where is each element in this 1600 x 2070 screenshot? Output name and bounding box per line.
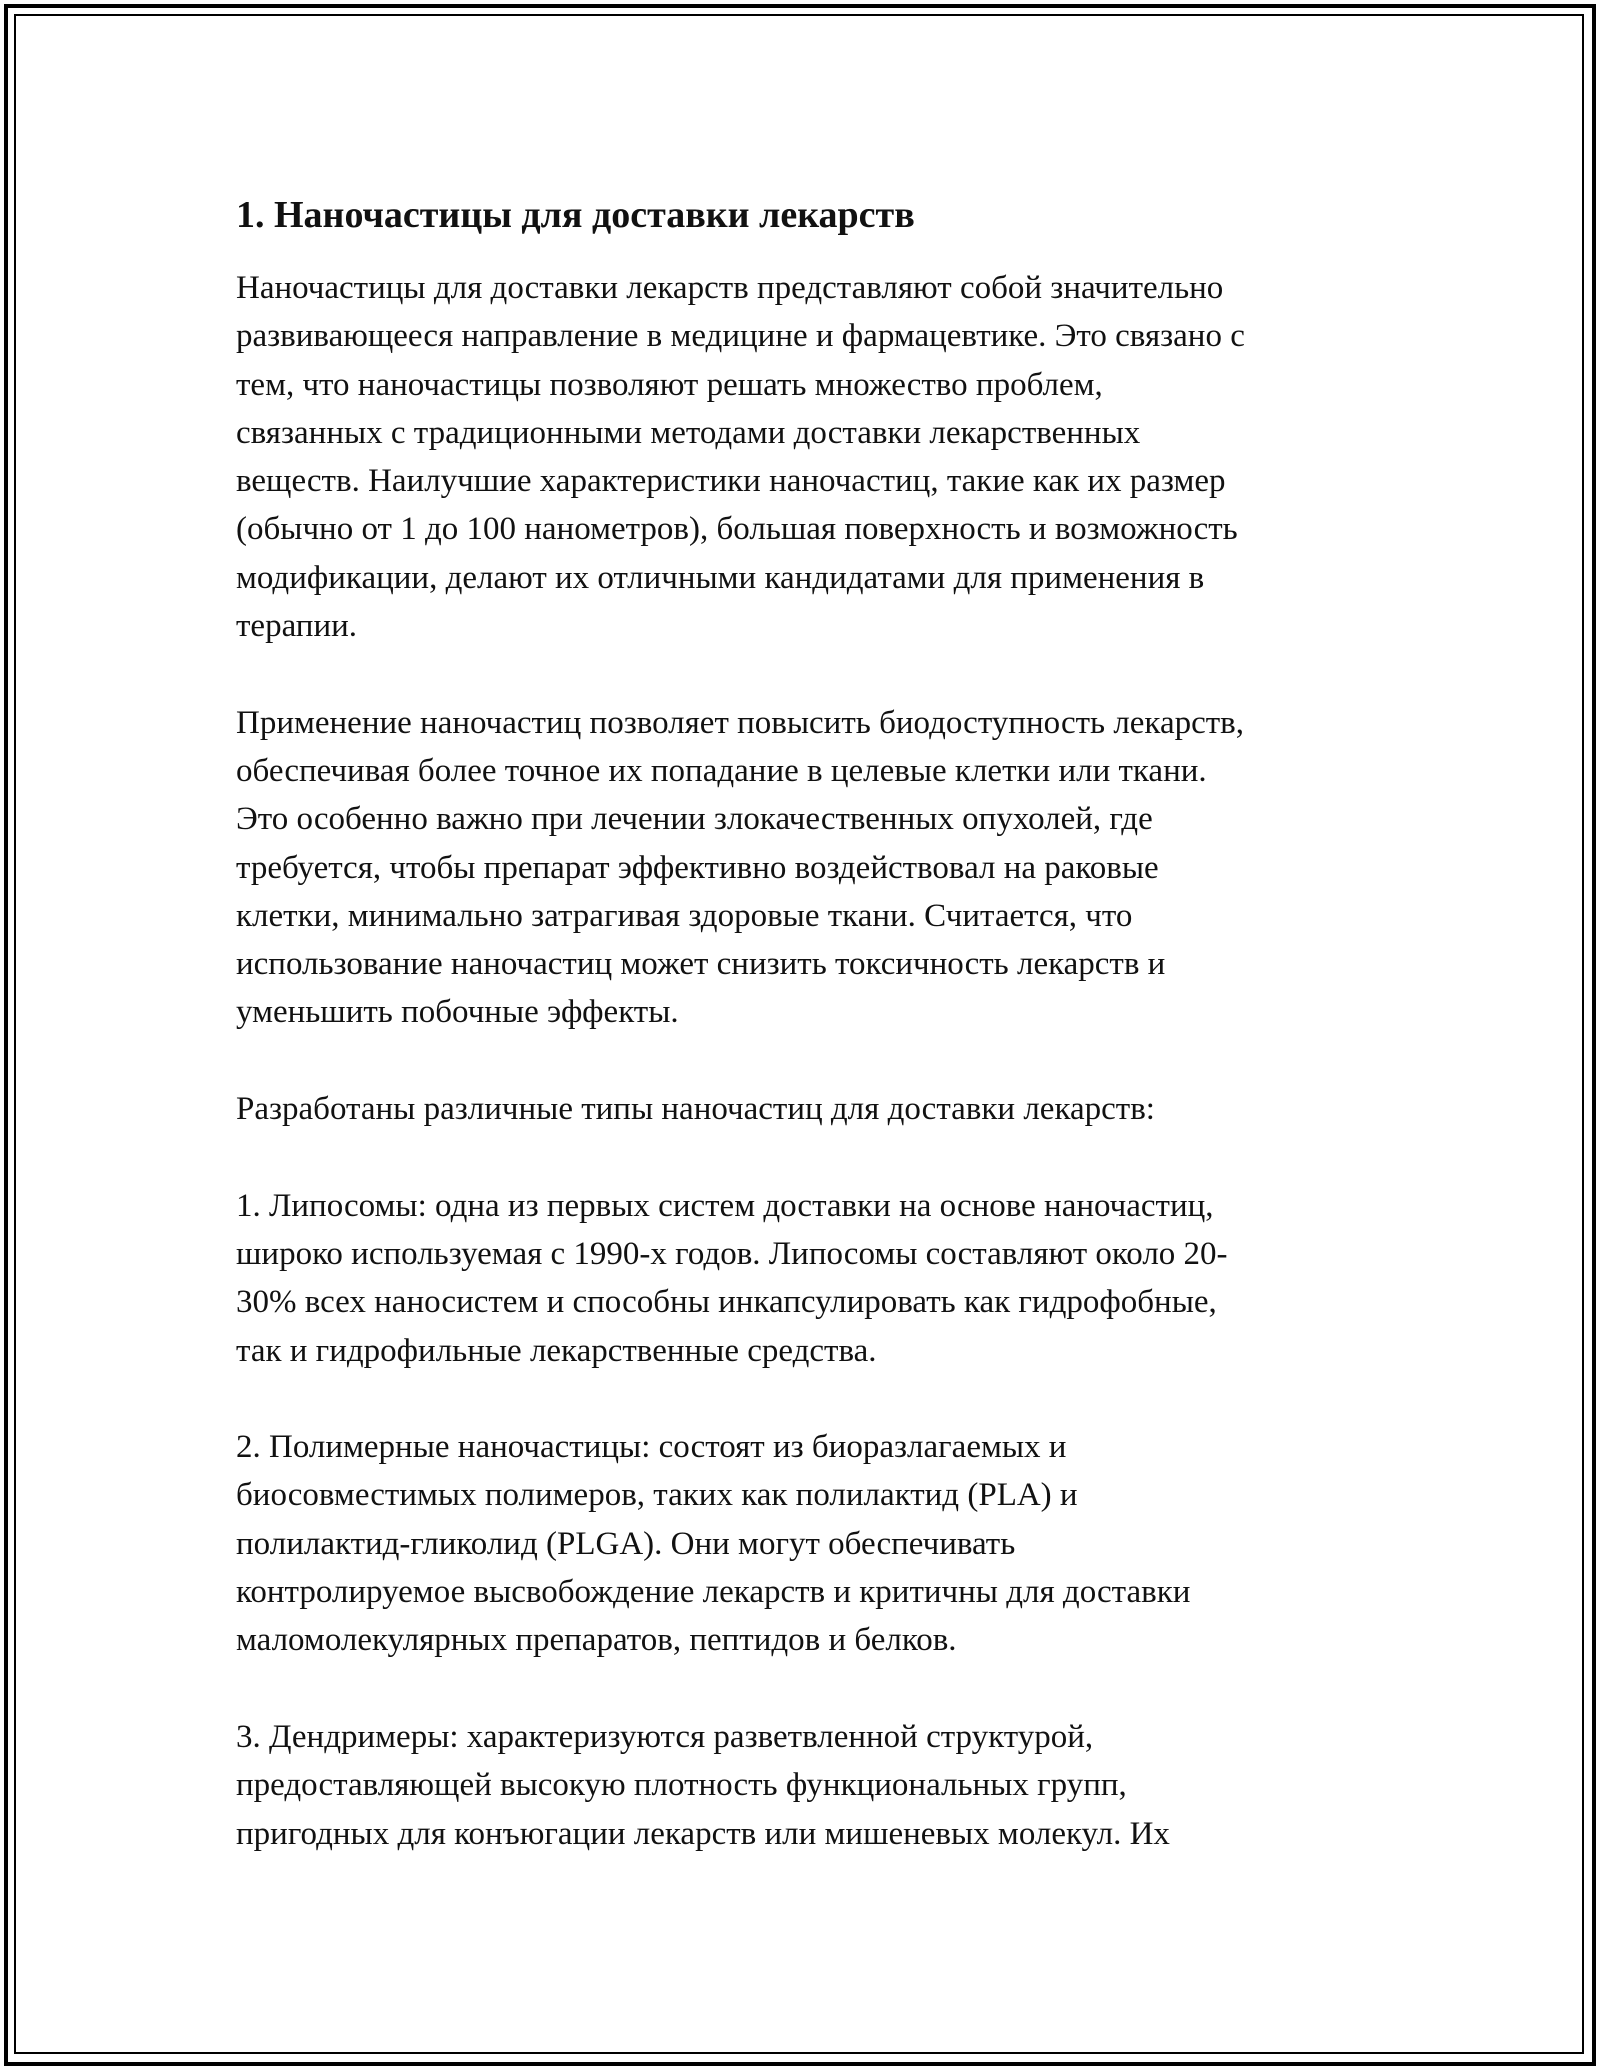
text-line: Это особенно важно при лечении злокачественных опухолей, где (236, 801, 1153, 838)
paragraph (236, 1713, 1386, 1858)
text-line: пригодных для конъюгации лекарств или мишеневых молекул. Их (236, 1815, 1170, 1852)
section-heading: 1. Наночастицы для доставки лекарств (236, 194, 915, 236)
paragraph-container (236, 264, 1386, 1858)
text-line: широко используемая с 1990-х годов. Липосомы составляют около 20- (236, 1235, 1228, 1272)
text-line: полилактид-гликолид (PLGA). Они могут обеспечивать (236, 1525, 1016, 1562)
text-line: модификации, делают их отличными кандидатами для применения в (236, 559, 1205, 596)
text-line: использование наночастиц может снизить токсичность лекарств и (236, 946, 1166, 983)
text-line: (обычно от 1 до 100 нанометров), большая поверхность и возможность (236, 511, 1238, 548)
text-line: 30% всех наносистем и способны инкапсулировать как гидрофобные, (236, 1284, 1217, 1321)
text-line: 3. Дендримеры: характеризуются разветвленной структурой, (236, 1718, 1094, 1755)
paragraph (236, 1182, 1386, 1375)
text-line: Наночастицы для доставки лекарств представляют собой значительно (236, 270, 1224, 306)
text-line: клетки, минимально затрагивая здоровые ткани. Считается, что (236, 897, 1133, 934)
text-line: требуется, чтобы препарат эффективно воздействовал на раковые (236, 849, 1159, 886)
text-line: контролируемое высвобождение лекарств и критичны для доставки (236, 1574, 1191, 1611)
text-line: предоставляющей высокую плотность функциональных групп, (236, 1767, 1127, 1804)
paragraph-spacer (236, 1133, 1386, 1181)
text-line: тем, что наночастицы позволяют решать множество проблем, (236, 366, 1103, 403)
text-line: веществ. Наилучшие характеристики наночастиц, такие как их размер (236, 463, 1226, 500)
text-line: Применение наночастиц позволяет повысить биодоступность лекарств, (236, 704, 1245, 741)
paragraph-spacer (236, 1665, 1386, 1713)
document-body (236, 188, 1386, 1858)
text-line: так и гидрофильные лекарственные средства. (236, 1332, 877, 1369)
paragraph (236, 1085, 1386, 1133)
text-line: биосовместимых полимеров, таких как полилактид (PLA) и (236, 1477, 1078, 1514)
paragraph (236, 264, 1386, 650)
text-line: уменьшить побочные эффекты. (236, 994, 679, 1031)
text-line: обеспечивая более точное их попадание в целевые клетки или ткани. (236, 752, 1207, 789)
paragraph (236, 1423, 1386, 1664)
text-line: Разработаны различные типы наночастиц для доставки лекарств: (236, 1091, 1155, 1128)
text-line: 1. Липосомы: одна из первых систем доставки на основе наночастиц, (236, 1187, 1214, 1224)
paragraph-spacer (236, 1037, 1386, 1085)
text-line: терапии. (236, 608, 358, 645)
paragraph-spacer (236, 1375, 1386, 1423)
paragraph (236, 699, 1386, 1037)
text-line: маломолекулярных препаратов, пептидов и белков. (236, 1622, 957, 1659)
text-line: развивающееся направление в медицине и фармацевтике. Это связано с (236, 318, 1245, 355)
text-line: 2. Полимерные наночастицы: состоят из биоразлагаемых и (236, 1429, 1067, 1466)
text-line: связанных с традиционными методами доставки лекарственных (236, 414, 1141, 451)
paragraph-spacer (236, 650, 1386, 698)
